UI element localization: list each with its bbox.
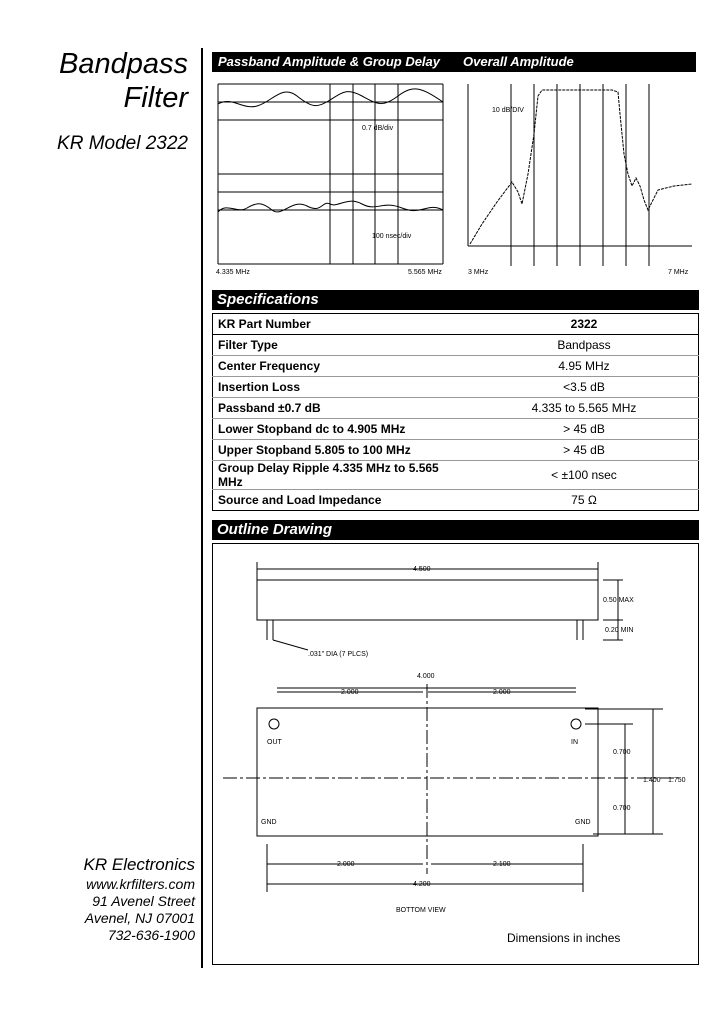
dim-height-max: 0.50 MAX (603, 597, 634, 604)
table-row (213, 335, 699, 356)
spec-label: Insertion Loss (213, 377, 466, 398)
table-row (213, 461, 699, 490)
spec-value: > 45 dB (465, 419, 699, 440)
dim-top-center: 4.000 (417, 673, 435, 680)
spec-value: <3.5 dB (465, 377, 699, 398)
dim-overall-v: 1.750 (668, 777, 686, 784)
passband-graph-title: Passband Amplitude & Group Delay (218, 54, 441, 69)
product-title-line2: Filter (123, 82, 188, 114)
spec-value: Bandpass (465, 335, 699, 356)
passband-x-end: 5.565 MHz (408, 269, 442, 276)
dim-pin-min: 0.20 MIN (605, 627, 634, 634)
spec-label: Filter Type (213, 335, 466, 356)
overall-x-end: 7 MHz (668, 269, 689, 276)
table-row (213, 440, 699, 461)
spec-label: Source and Load Impedance (218, 493, 382, 507)
spec-value: > 45 dB (465, 440, 699, 461)
delay-scale-label: 100 nsec/div (372, 233, 412, 240)
dim-bottom-total: 4.200 (413, 881, 431, 888)
website[interactable]: www.krfilters.com (86, 876, 195, 892)
dim-right-half: 2.000 (493, 689, 511, 696)
graphs-title-bar (212, 52, 696, 72)
dim-lower-half-v: 0.700 (613, 805, 631, 812)
dim-bottom-left: 2.000 (337, 861, 355, 868)
table-header-row (213, 314, 699, 335)
gnd-left-label: GND (261, 819, 277, 826)
spec-label: Center Frequency (213, 356, 466, 377)
table-row (213, 419, 699, 440)
pin-out-label: OUT (267, 739, 282, 746)
table-row (213, 356, 699, 377)
spec-label: Lower Stopband dc to 4.905 MHz (213, 419, 466, 440)
city-address: Avenel, NJ 07001 (84, 910, 195, 926)
spec-value: < ±100 nsec (465, 461, 699, 490)
table-row (213, 398, 699, 419)
specifications-title: Specifications (212, 290, 699, 310)
gnd-right-label: GND (575, 819, 591, 826)
part-number-label: KR Part Number (213, 314, 466, 335)
spec-label: Group Delay Ripple 4.335 MHz to 5.565 MHz (213, 461, 466, 490)
phone-number: 732-636-1900 (107, 927, 195, 943)
pin-in-label: IN (571, 739, 578, 746)
table-row (213, 490, 699, 511)
spec-value: 4.335 to 5.565 MHz (465, 398, 699, 419)
outline-drawing-title: Outline Drawing (212, 520, 699, 540)
dim-length: 4.500 (413, 566, 431, 573)
outline-drawing-frame (212, 543, 699, 965)
passband-graph (212, 74, 452, 280)
dim-upper-half-v: 0.700 (613, 749, 631, 756)
pin-note: .031" DIA (7 PLCS) (308, 651, 369, 658)
passband-x-start: 4.335 MHz (216, 269, 250, 276)
spec-label: Passband ±0.7 dB (213, 398, 466, 419)
outline-drawing (213, 544, 698, 964)
page-divider (201, 48, 203, 968)
dim-left-half: 2.000 (341, 689, 359, 696)
product-title-line1: Bandpass (59, 48, 188, 80)
overall-scale-label: 10 dB/DIV (492, 107, 524, 114)
spec-label: Upper Stopband 5.805 to 100 MHz (213, 440, 466, 461)
company-name: KR Electronics (83, 855, 195, 874)
street-address: 91 Avenel Street (92, 893, 195, 909)
units-note: Dimensions in inches (507, 931, 621, 945)
overall-x-start: 3 MHz (468, 269, 489, 276)
spec-value: 75 Ω (571, 493, 597, 507)
model-number: KR Model 2322 (57, 133, 188, 154)
table-row (213, 377, 699, 398)
view-label: BOTTOM VIEW (396, 907, 446, 914)
part-number-value: 2322 (465, 314, 699, 335)
specifications-table (212, 313, 699, 511)
amp-scale-label: 0.7 dB/div (362, 125, 394, 132)
overall-graph-title: Overall Amplitude (463, 54, 574, 69)
overall-amplitude-graph (462, 74, 698, 280)
dim-bottom-right: 2.100 (493, 861, 511, 868)
spec-value: 4.95 MHz (465, 356, 699, 377)
dim-total-v: 1.400 (643, 777, 661, 784)
